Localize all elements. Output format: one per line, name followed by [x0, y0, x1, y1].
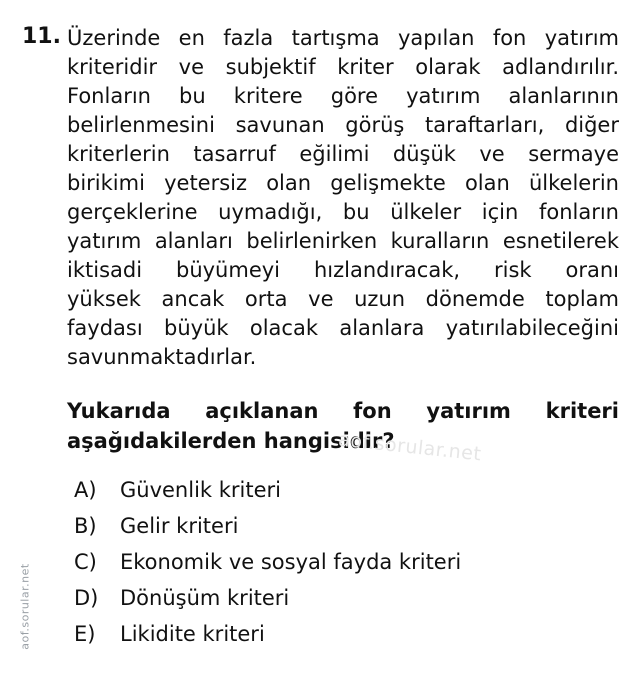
option-letter: D)	[74, 586, 99, 610]
stem-line: Fonların bu kritere göre yatırım alanlarının	[67, 84, 619, 108]
option-b[interactable]	[74, 514, 461, 550]
stem-line: belirlenmesini savunan görüş taraftarları, diğer	[67, 113, 619, 137]
option-letter: C)	[74, 550, 97, 574]
prompt-line: aşağıdakilerden hangisidir?	[67, 429, 395, 453]
watermark-side: aof.sorular.net	[18, 563, 32, 650]
question-number: 11.	[22, 24, 61, 49]
option-d[interactable]	[74, 586, 461, 622]
stem-line: birikimi yetersiz olan gelişmekte olan ülkelerin	[67, 171, 619, 195]
option-letter: E)	[74, 622, 96, 646]
option-text: Gelir kriteri	[120, 514, 239, 538]
stem-line: yatırım alanları belirlenirken kuralların esnetilerek	[67, 229, 619, 253]
option-e[interactable]	[74, 622, 461, 658]
option-text: Likidite kriteri	[120, 622, 265, 646]
option-text: Güvenlik kriteri	[120, 478, 281, 502]
option-text: Dönüşüm kriteri	[120, 586, 290, 610]
option-c[interactable]	[74, 550, 461, 586]
stem-line: Üzerinde en fazla tartışma yapılan fon yatırım	[67, 26, 619, 50]
answer-options	[74, 478, 461, 658]
stem-line: gerçeklerine uymadığı, bu ülkeler için fonların	[67, 200, 619, 224]
stem-line: iktisadi büyümeyi hızlandıracak, risk oranı	[67, 258, 619, 282]
watermark-center: aof.sorular.net	[337, 428, 483, 466]
stem-line: yüksek ancak orta ve uzun dönemde toplam	[67, 287, 619, 311]
prompt-line: Yukarıda açıklanan fon yatırım kriteri	[67, 399, 619, 423]
option-letter: A)	[74, 478, 97, 502]
option-text: Ekonomik ve sosyal fayda kriteri	[120, 550, 462, 574]
question-stem	[67, 24, 619, 372]
option-a[interactable]	[74, 478, 461, 514]
stem-line: savunmaktadırlar.	[67, 345, 257, 369]
stem-line: faydası büyük olacak alanlara yatırılabileceğini	[67, 316, 619, 340]
option-letter: B)	[74, 514, 97, 538]
stem-line: kriteridir ve subjektif kriter olarak adlandırılır.	[67, 55, 619, 79]
stem-line: kriterlerin tasarruf eğilimi düşük ve sermaye	[67, 142, 619, 166]
